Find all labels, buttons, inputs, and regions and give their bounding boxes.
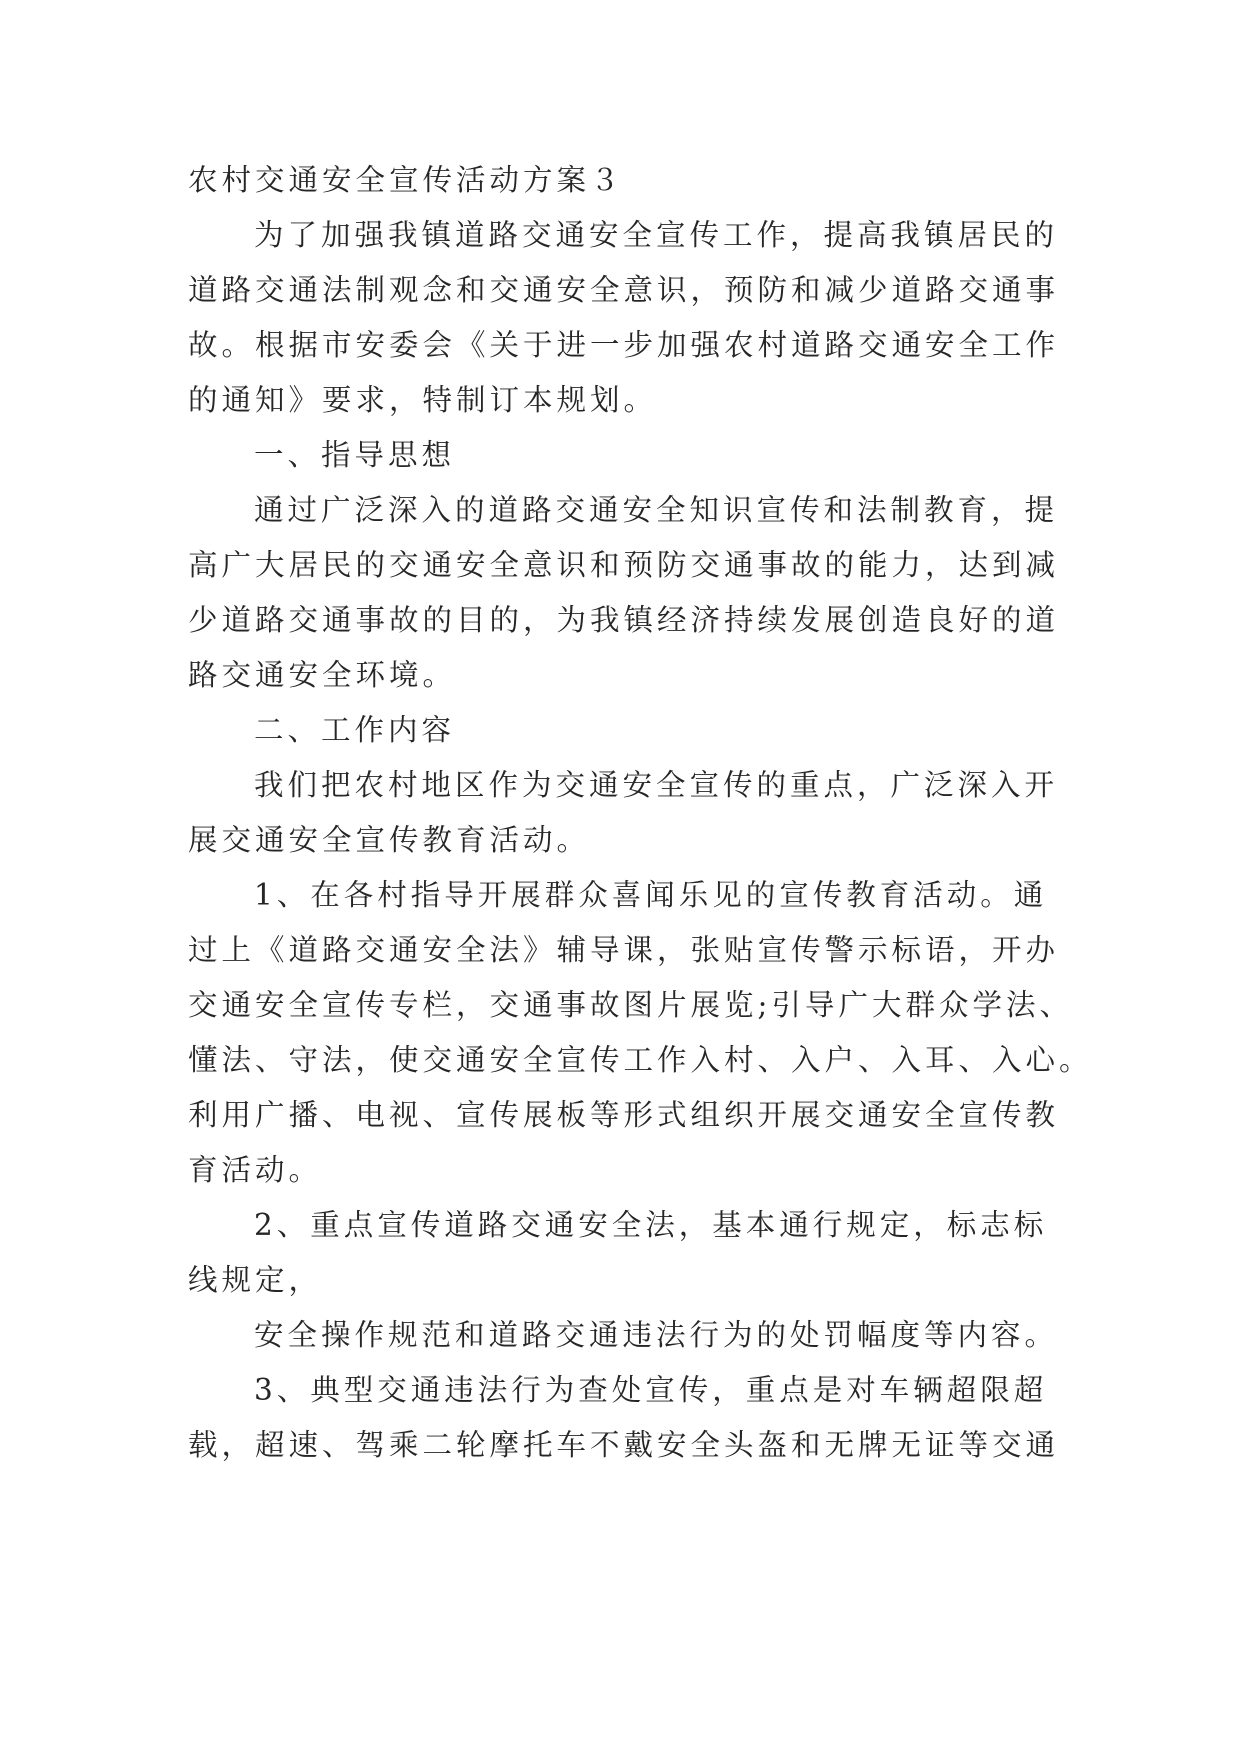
paragraph-line: 为了加强我镇道路交通安全宣传工作，提高我镇居民的 bbox=[254, 218, 1059, 252]
list-item-line: 育活动。 bbox=[188, 1153, 323, 1187]
list-item-line: 线规定， bbox=[188, 1263, 323, 1297]
list-item-line: 交通安全宣传专栏，交通事故图片展览;引导广大群众学法、 bbox=[188, 988, 1073, 1022]
paragraph-line: 道路交通法制观念和交通安全意识，预防和减少道路交通事 bbox=[188, 273, 1060, 307]
paragraph-line: 的通知》要求，特制订本规划。 bbox=[188, 383, 658, 417]
section-heading: 二、工作内容 bbox=[254, 713, 456, 747]
paragraph-line: 高广大居民的交通安全意识和预防交通事故的能力，达到减 bbox=[188, 548, 1060, 582]
list-item-line: 3、典型交通违法行为查处宣传，重点是对车辆超限超 bbox=[254, 1373, 1048, 1407]
list-item-line: 过上《道路交通安全法》辅导课，张贴宣传警示标语，开办 bbox=[188, 933, 1060, 967]
list-item-line: 利用广播、电视、宣传展板等形式组织开展交通安全宣传教 bbox=[188, 1098, 1060, 1132]
document-title: 农村交通安全宣传活动方案３ bbox=[188, 163, 624, 197]
list-item-line: 2、重点宣传道路交通安全法，基本通行规定，标志标 bbox=[254, 1208, 1048, 1242]
paragraph-line: 安全操作规范和道路交通违法行为的处罚幅度等内容。 bbox=[254, 1318, 1059, 1352]
paragraph-line: 故。根据市安委会《关于进一步加强农村道路交通安全工作 bbox=[188, 328, 1060, 362]
paragraph-line: 展交通安全宣传教育活动。 bbox=[188, 823, 591, 857]
section-heading: 一、指导思想 bbox=[254, 438, 456, 472]
paragraph-line: 我们把农村地区作为交通安全宣传的重点，广泛深入开 bbox=[254, 768, 1059, 802]
list-item-line: 懂法、守法，使交通安全宣传工作入村、入户、入耳、入心。 bbox=[188, 1043, 1093, 1077]
paragraph-line: 少道路交通事故的目的，为我镇经济持续发展创造良好的道 bbox=[188, 603, 1060, 637]
paragraph-line: 通过广泛深入的道路交通安全知识宣传和法制教育，提 bbox=[254, 493, 1059, 527]
list-item-line: 1、在各村指导开展群众喜闻乐见的宣传教育活动。通 bbox=[254, 878, 1048, 912]
paragraph-line: 路交通安全环境。 bbox=[188, 658, 457, 692]
list-item-line: 载，超速、驾乘二轮摩托车不戴安全头盔和无牌无证等交通 bbox=[188, 1428, 1060, 1462]
